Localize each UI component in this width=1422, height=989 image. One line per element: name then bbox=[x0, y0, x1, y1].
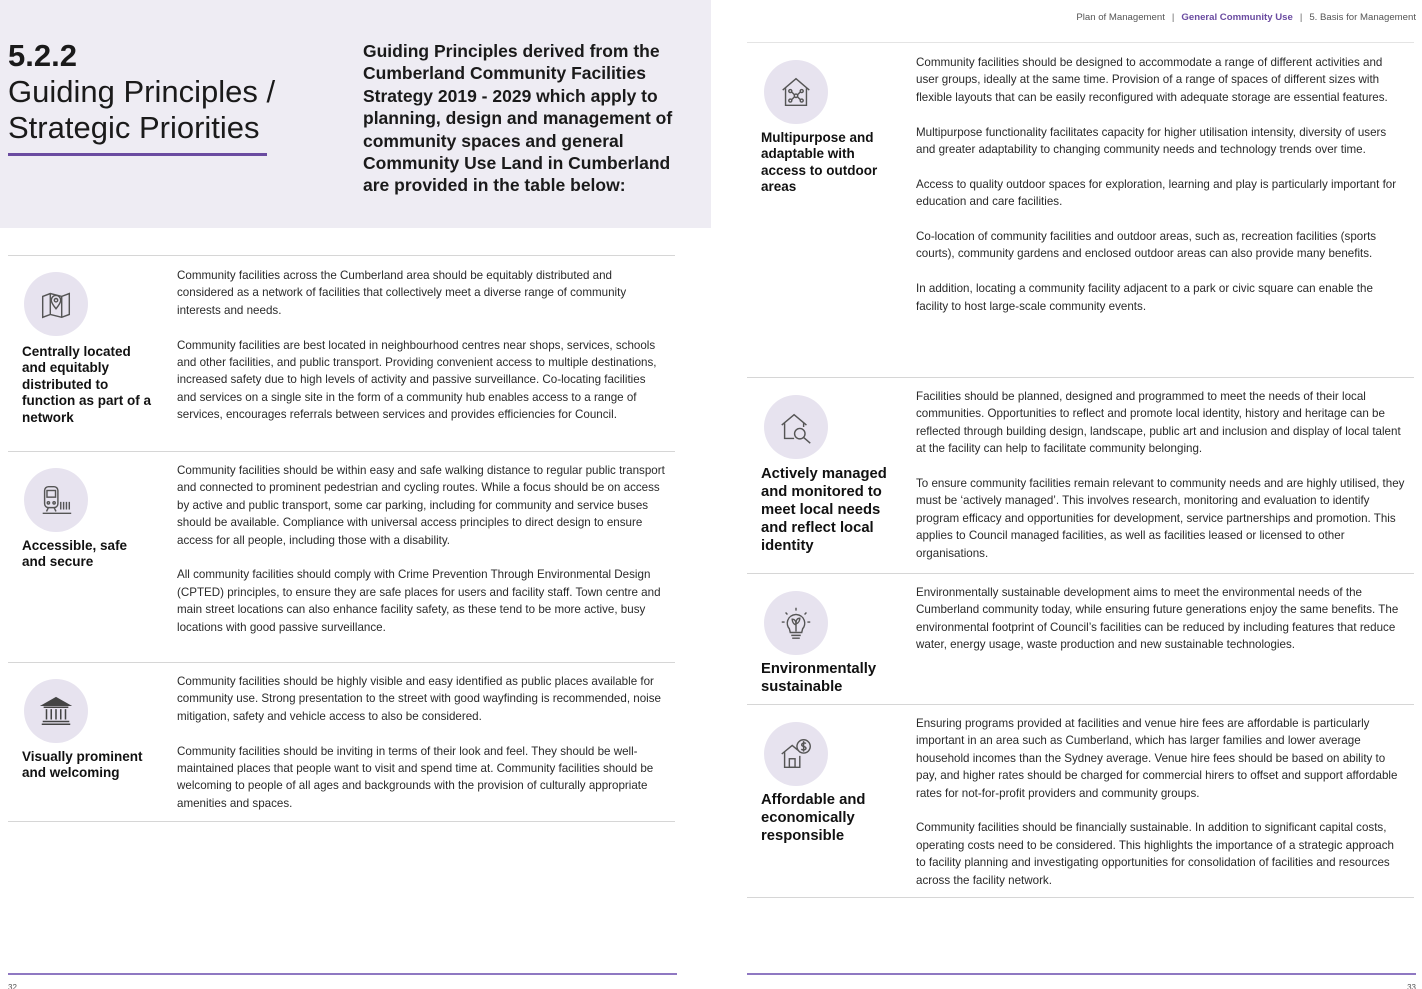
section-intro: Guiding Principles derived from the Cumberland Community Facilities Strategy 2019 - 2029 which apply to planning, design and management of community spaces and general Community Use Land in Cumberland are provided in the table below: bbox=[363, 41, 673, 196]
section-number: 5.2.2 bbox=[8, 38, 77, 73]
principle-paragraph: Community facilities across the Cumberland area should be equitably distributed and considered as a network of facilities that collectively meet a diverse range of community interests and needs. bbox=[177, 269, 627, 317]
footer-rule bbox=[8, 973, 677, 975]
civic-building-icon bbox=[24, 679, 88, 743]
principle-paragraph: Environmentally sustainable development aims to meet the environmental needs of the Cumberland community today, while ensuring future generations enjoy the same benefits. The environmental footprint of Council’s facilities can be reduced by including features that reduce water, energy usage, waste production and new sustainable technologies. bbox=[916, 586, 1399, 652]
principle-label: Affordable and economically responsible bbox=[761, 792, 866, 844]
principle-text bbox=[177, 267, 667, 424]
page-number: 32 bbox=[8, 983, 17, 989]
breadcrumb-plan[interactable]: Plan of Management bbox=[1076, 12, 1165, 23]
principle-row bbox=[8, 255, 675, 451]
principle-paragraph: Ensuring programs provided at facilities and venue hire fees are affordable is particularly important in an area such as Cumberland, which has larger families and lower average household incomes than the Sydney average. Venue hire fees should be based on ability to pay, and higher rates should be charged for commercial hirers to offset and support affordable rates for not-for-profit providers and community groups. bbox=[916, 717, 1398, 800]
footer-rule bbox=[747, 973, 1416, 975]
principle-row bbox=[8, 451, 675, 662]
right-page bbox=[711, 0, 1422, 989]
house-search-icon bbox=[764, 395, 828, 459]
principle-paragraph: In addition, locating a community facility adjacent to a park or civic square can enable the facility to host large-scale community events. bbox=[916, 282, 1373, 313]
breadcrumb-separator: | bbox=[1299, 12, 1303, 23]
principle-label: Multipurpose and adaptable with access to outdoor areas bbox=[761, 130, 878, 195]
principle-text bbox=[916, 584, 1406, 654]
principle-paragraph: Community facilities should be inviting in terms of their look and feel. They should be well-maintained places that people want to visit and spend time at. Community facilities should be welcoming to people of all ages and backgrounds with the provision of culturally appropriate amenities and spaces. bbox=[177, 744, 654, 810]
principle-row bbox=[747, 573, 1414, 704]
principle-paragraph: Access to quality outdoor spaces for exploration, learning and play is particularly important for education and care facilities. bbox=[916, 177, 1397, 209]
principle-row bbox=[747, 377, 1414, 573]
house-dollar-icon bbox=[764, 722, 828, 786]
principle-label: Visually prominent and welcoming bbox=[22, 749, 143, 781]
principle-paragraph: Community facilities should be financially sustainable. In addition to significant capital costs, operating costs need to be considered. This highlights the importance of a strategic approach to facility planning and investigating opportunities for consolidation of facilities and resources across the facility network. bbox=[916, 821, 1394, 887]
principle-text bbox=[916, 388, 1406, 562]
principle-paragraph: Facilities should be planned, designed and programmed to meet the needs of their local communities. Opportunities to reflect and promote local identity, history and heritage can be reflected through building design, landscape, public art and inclusion and display of local talent at the facility can help to facilitate community belonging. bbox=[916, 390, 1401, 456]
multipurpose-house-icon bbox=[764, 60, 828, 124]
train-icon bbox=[24, 468, 88, 532]
map-pin-icon bbox=[24, 272, 88, 336]
breadcrumb-section[interactable]: 5. Basis for Management bbox=[1309, 12, 1416, 23]
running-header bbox=[1076, 12, 1416, 23]
breadcrumb-separator: | bbox=[1171, 12, 1175, 23]
principle-paragraph: Co-location of community facilities and outdoor areas, such as, recreation facilities (sports courts), community gardens and enclosed outdoor areas can also provide many benefits. bbox=[916, 230, 1377, 261]
section-banner bbox=[0, 0, 711, 228]
principle-label: Environmentally sustainable bbox=[761, 661, 877, 695]
breadcrumb-current[interactable]: General Community Use bbox=[1181, 12, 1293, 23]
principle-paragraph: Multipurpose functionality facilitates capacity for higher utilisation intensity, diversity of users and greater adaptability to changing community needs and technology trends over time. bbox=[916, 125, 1387, 157]
principle-paragraph: Community facilities are best located in neighbourhood centres near shops, services, schools and other facilities, and public transport. Providing convenient access to multiple destinations, increased safety due to high levels of activity and passive surveillance. Co-locating facilities and services on a single site in the form of a community hub enables access to a range of services, encourages referrals between services and provides efficiencies for Council. bbox=[177, 338, 657, 422]
principle-paragraph: Community facilities should be designed to accommodate a range of different activities and user groups, ideally at the same time. Provision of a range of spaces of different sizes with flexible layouts that can be easily reconfigured with adequate storage are essential features. bbox=[916, 56, 1388, 104]
principle-row bbox=[8, 662, 675, 822]
principle-text bbox=[177, 462, 667, 636]
title-underline bbox=[8, 153, 267, 156]
principle-text bbox=[916, 54, 1406, 315]
principle-paragraph: All community facilities should comply with Crime Prevention Through Environmental Design (CPTED) principles, to ensure they are safe places for users and facility staff. Town centre and main street locations can also enhance facility safety, as these tend to be more active, busy locations with good passive surveillance. bbox=[177, 568, 661, 634]
principle-text bbox=[916, 715, 1406, 889]
principle-row bbox=[747, 704, 1414, 898]
eco-lightbulb-icon bbox=[764, 591, 828, 655]
principle-paragraph: To ensure community facilities remain relevant to community needs and are highly utilised, they must be ‘actively managed’. This involves research, monitoring and evaluation to identify program efficacy and opportunities for development, service partnerships and promotion. This applies to Council managed facilities, as well as facilities leased or licensed to other organisations. bbox=[916, 477, 1405, 560]
principle-paragraph: Community facilities should be within easy and safe walking distance to regular public transport and connected to prominent pedestrian and cycling routes. While a focus should be on access by active and public transport, some car parking, including for community and service buses should be available. Compliance with universal access principles to direct design to ensure access for all people, including those with a disability. bbox=[177, 464, 665, 547]
principle-row bbox=[747, 43, 1414, 377]
principle-paragraph: Community facilities should be highly visible and easy identified as public places available for community use. Strong presentation to the street with good wayfinding is recommended, noise mitigation, safety and vehicle access to also be considered. bbox=[177, 675, 661, 723]
principle-label: Centrally located and equitably distributed to function as part of a network bbox=[22, 344, 152, 425]
principle-label: Actively managed and monitored to meet local needs and reflect local identity bbox=[761, 466, 887, 554]
page-number: 33 bbox=[1407, 983, 1416, 989]
principle-label: Accessible, safe and secure bbox=[22, 538, 128, 570]
section-title: Guiding Principles / Strategic Priorities bbox=[8, 74, 276, 145]
principle-text bbox=[177, 673, 667, 812]
